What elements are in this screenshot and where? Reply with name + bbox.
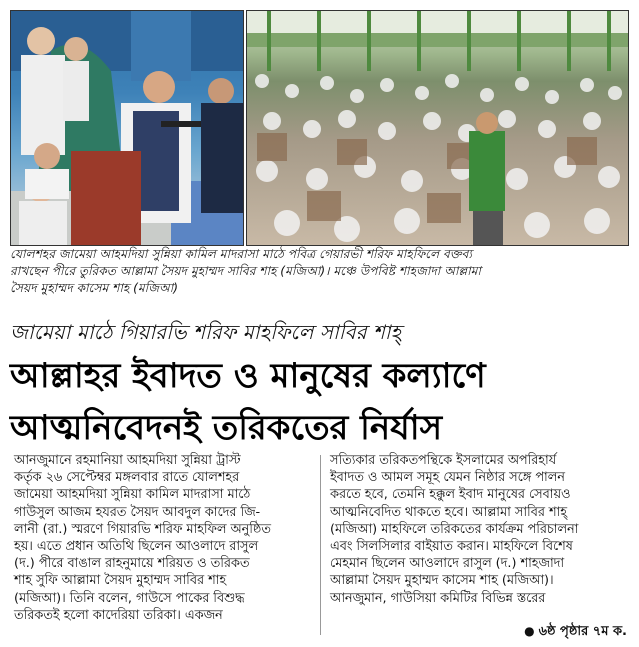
stage-photo-illustration — [11, 11, 243, 245]
body-column-right — [330, 452, 624, 607]
body-line: (মজিআ) মাহফিলে তরিকতের কার্যক্রম পরিচালনা — [330, 521, 579, 537]
body-line: জামেয়া আহমদিয়া সুন্নিয়া কামিল মাদরাসা মাঠে — [14, 487, 251, 503]
body-line: আনজুমান, গাউসিয়া কমিটির বিভিন্ন স্তরের — [330, 590, 546, 606]
photo-caption — [10, 246, 629, 297]
caption-line: রাখছেন পীরে তুরিকত আল্লামা সৈয়দ মুহাম্মদ সাবির শাহ (মজিআ)। মঞ্চে উপবিষ্ট শাহজাদা আল্লামা — [10, 264, 481, 278]
bullet-icon: ● — [524, 624, 535, 638]
continued-on-page — [524, 622, 627, 643]
kicker-subheading: জামেয়া মাঠে গিয়ারভি শরিফ মাহফিলে সাবির শাহ্ — [10, 320, 402, 344]
headline — [10, 350, 630, 454]
headline-line: আত্মনিবেদনই তরিকতের নির্যাস — [10, 408, 443, 448]
body-line: তরিকতই হলো কাদেরিয়া তরিকা। একজন — [14, 607, 223, 623]
body-line: (দ.) পীরে বাঙাল রাহনুমায়ে শরিয়ত ও তরিকত — [14, 556, 250, 572]
body-line: কর্তৃক ২৬ সেপ্টেম্বর মঙ্গলবার রাতে যোলশহর — [14, 470, 240, 486]
body-line: (মজিআ)। তিনি বলেন, গাউসে পাকের বিশুদ্ধ — [14, 590, 245, 606]
body-column-left — [14, 452, 308, 624]
body-line: গাউসুল আজম হযরত সৈয়দ আবদুল কাদের জি- — [14, 504, 261, 520]
body-line: এবং সিলসিলার বাইয়াত করান। মাহফিলে বিশেষ — [330, 539, 573, 555]
body-line: লানী (রা.) স্মরণে গিয়ারভি শরিফ মাহফিল অনুষ্ঠিত — [14, 521, 271, 537]
body-line: করতে হবে, তেমনি হক্কুল ইবাদ মানুষের সেবায়ও — [330, 487, 571, 503]
body-line: মেহমান ছিলেন আওলাদে রাসুল (দ.) শাহজাদা — [330, 556, 565, 572]
body-line: হয়। এতে প্রধান অতিথি ছিলেন আওলাদে রাসুল — [14, 539, 259, 555]
crowd-photo — [246, 10, 629, 246]
body-line: আত্মনিবেদিত থাকতে হবে। আল্লামা সাবির শাহ্ — [330, 504, 567, 520]
body-line: ইবাদত ও আমল সমূহ যেমন নিষ্ঠার সঙ্গে পালন — [330, 470, 565, 486]
body-line: শাহ সুফি আল্লামা সৈয়দ মুহাম্মদ সাবির শাহ — [14, 573, 227, 589]
column-divider — [320, 455, 321, 635]
caption-line: যোলশহর জামেয়া আহমদিয়া সুন্নিয়া কামিল মাদরাসা মাঠে পবিত্র গেয়ারভী শরিফ মাহফিলে বক্তব্য — [10, 247, 472, 261]
caption-line: সৈয়দ মুহাম্মদ কাসেম শাহ (মজিআ) — [10, 281, 179, 295]
body-line: আনজুমানে রহমানিয়া আহমদিয়া সুন্নিয়া ট্রাস্ট — [14, 453, 241, 468]
continued-text: ৬ষ্ঠ পৃষ্ঠার ৭ম ক. — [538, 624, 627, 639]
headline-line: আল্লাহর ইবাদত ও মানুষের কল্যাণে — [10, 356, 486, 396]
body-line: আল্লামা সৈয়দ মুহাম্মদ কাসেম শাহ (মজিআ)। — [330, 573, 554, 589]
crowd-photo-illustration — [247, 11, 628, 245]
stage-photo — [10, 10, 244, 246]
body-line: সত্যিকার তরিকতপন্থিকে ইসলামের অপরিহার্য — [330, 453, 557, 468]
